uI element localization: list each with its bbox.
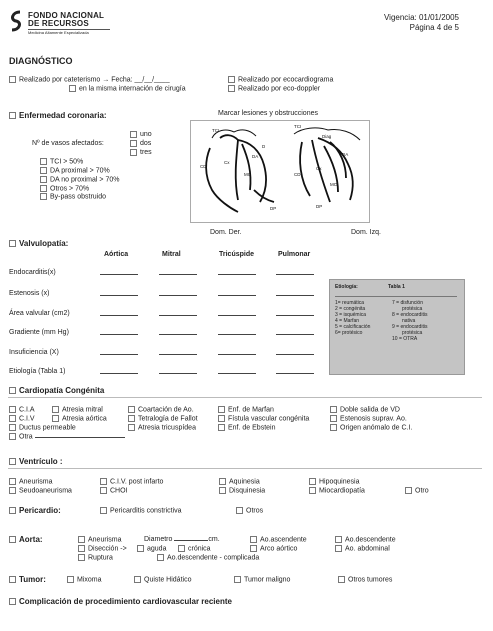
ao-abd-checkbox[interactable] bbox=[335, 545, 342, 552]
peri-otros: Otros bbox=[246, 507, 264, 515]
complicacion-label: Complicación de procedimiento cardiovascular reciente bbox=[19, 597, 232, 606]
aorta-ao-desc-comp: Ao.descendente - complicada bbox=[167, 554, 260, 562]
col-aortica: Aórtica bbox=[104, 251, 129, 258]
lesion-bypass: By-pass obstruido bbox=[50, 193, 107, 201]
marcar-lesiones-label: Marcar lesiones y obstrucciones bbox=[218, 110, 318, 117]
etio-5: 5 = calcificación bbox=[335, 324, 371, 330]
cong-ebstein: Enf. de Ebstein bbox=[228, 424, 276, 432]
pagina: Página 4 de 5 bbox=[409, 23, 459, 32]
aorta-aneurisma: Aneurisma bbox=[88, 536, 122, 544]
disquinesia-checkbox[interactable] bbox=[219, 487, 226, 494]
hipoquinesia-checkbox[interactable] bbox=[309, 478, 316, 485]
otro-v-checkbox[interactable] bbox=[405, 487, 412, 494]
tumor-maligno-checkbox[interactable] bbox=[234, 576, 241, 583]
ao-asc-checkbox[interactable] bbox=[250, 536, 257, 543]
diseccion-checkbox[interactable] bbox=[78, 545, 85, 552]
tumor-label: Tumor: bbox=[19, 575, 46, 584]
otros-tumores-checkbox[interactable] bbox=[338, 576, 345, 583]
da-proximal-checkbox[interactable] bbox=[40, 167, 47, 174]
cateterismo-checkbox[interactable] bbox=[9, 76, 16, 83]
miocardiopatia-checkbox[interactable] bbox=[309, 487, 316, 494]
atresia-aortica-checkbox[interactable] bbox=[52, 415, 59, 422]
vent-hipoquinesia: Hipoquinesia bbox=[319, 478, 360, 486]
civ-post-checkbox[interactable] bbox=[100, 478, 107, 485]
etio-9: 9 = endocarditis bbox=[392, 324, 428, 330]
misma-internacion-label: en la misma internación de cirugía bbox=[79, 85, 186, 93]
origen-anomalo-checkbox[interactable] bbox=[330, 424, 337, 431]
marfan-checkbox[interactable] bbox=[218, 406, 225, 413]
atresia-mitral-checkbox[interactable] bbox=[52, 406, 59, 413]
row-endocarditis: Endocarditis(x) bbox=[9, 269, 56, 276]
diag-left-cd: CD bbox=[200, 164, 207, 169]
tumor-quiste: Quiste Hidático bbox=[144, 576, 192, 584]
cong-coartacion: Coartación de Ao. bbox=[138, 406, 194, 414]
vent-otro: Otro bbox=[415, 487, 429, 495]
coronaria-label: Enfermedad coronaria: bbox=[19, 111, 107, 120]
mixoma-checkbox[interactable] bbox=[67, 576, 74, 583]
etio-10: 10 = OTRA bbox=[392, 336, 418, 342]
fnr-logo-icon bbox=[8, 10, 24, 32]
diag-right-cx: Cx bbox=[316, 166, 322, 171]
etio-1: 1= reumática bbox=[335, 300, 365, 306]
aneurisma-a-checkbox[interactable] bbox=[78, 536, 85, 543]
diametro-field[interactable] bbox=[174, 540, 208, 541]
lesion-da-proximal: DA proximal > 70% bbox=[50, 167, 110, 175]
complicacion-checkbox[interactable] bbox=[9, 598, 16, 605]
aneurisma-v-checkbox[interactable] bbox=[9, 478, 16, 485]
tumor-otros: Otros tumores bbox=[348, 576, 393, 584]
tci-checkbox[interactable] bbox=[40, 158, 47, 165]
vasos-dos-checkbox[interactable] bbox=[130, 140, 137, 147]
vasos-label: Nº de vasos afectados: bbox=[32, 140, 104, 147]
aorta-ao-abd: Ao. abdominal bbox=[345, 545, 390, 553]
cong-doble-salida: Doble salida de VD bbox=[340, 406, 400, 414]
cong-fallot: Tetralogía de Fallot bbox=[138, 415, 198, 423]
diag-left-tci: TCI bbox=[212, 128, 220, 133]
etio-3: 3 = isquémica bbox=[335, 312, 366, 318]
aorta-checkbox[interactable] bbox=[9, 536, 16, 543]
etiologia-title: Etiología: bbox=[335, 284, 358, 290]
cronica-checkbox[interactable] bbox=[178, 545, 185, 552]
logo-line1: FONDO NACIONAL bbox=[28, 11, 105, 20]
diag-left-d: D bbox=[262, 144, 266, 149]
doble-salida-checkbox[interactable] bbox=[330, 406, 337, 413]
page-title: DIAGNÓSTICO bbox=[9, 56, 73, 66]
vasos-uno-checkbox[interactable] bbox=[130, 131, 137, 138]
vasos-tres: tres bbox=[140, 149, 152, 156]
ruptura-checkbox[interactable] bbox=[78, 554, 85, 561]
row-area: Área valvular (cm2) bbox=[9, 310, 70, 317]
row-gradiente: Gradiente (mm Hg) bbox=[9, 329, 69, 336]
pericardio-checkbox[interactable] bbox=[9, 507, 16, 514]
diag-right-cd: CD bbox=[294, 172, 301, 177]
peri-constrictiva: Pericarditis constrictiva bbox=[110, 507, 182, 515]
aorta-diseccion: Disección -> bbox=[88, 545, 127, 553]
ventriculo-checkbox[interactable] bbox=[9, 458, 16, 465]
quiste-checkbox[interactable] bbox=[134, 576, 141, 583]
seudoaneurisma-checkbox[interactable] bbox=[9, 487, 16, 494]
etio-4: 4 = Marfan bbox=[335, 318, 360, 324]
diag-left-da: DA bbox=[252, 154, 259, 159]
logo-tagline: Medicina Altamente Especializada bbox=[28, 30, 89, 35]
aorta-ruptura: Ruptura bbox=[88, 554, 113, 562]
diag-right-diag: Diag bbox=[322, 134, 332, 139]
otra-field[interactable] bbox=[35, 437, 125, 438]
aguda-checkbox[interactable] bbox=[137, 545, 144, 552]
etiologia-table-label: Tabla 1 bbox=[388, 284, 405, 290]
vasos-tres-checkbox[interactable] bbox=[130, 149, 137, 156]
peri-otros-checkbox[interactable] bbox=[236, 507, 243, 514]
col-tricuspide: Tricúspide bbox=[219, 251, 255, 258]
otros-checkbox[interactable] bbox=[40, 185, 47, 192]
logo-line2: DE RECURSOS bbox=[28, 19, 89, 28]
otra-checkbox[interactable] bbox=[9, 433, 16, 440]
ebstein-checkbox[interactable] bbox=[218, 424, 225, 431]
row-insuficiencia: Insuficiencia (X) bbox=[9, 349, 59, 356]
etio-8b: nativa bbox=[402, 318, 416, 324]
ecodoppler-checkbox[interactable] bbox=[228, 85, 235, 92]
congenita-checkbox[interactable] bbox=[9, 387, 16, 394]
diag-left-dp: DP bbox=[270, 206, 277, 211]
pericarditis-checkbox[interactable] bbox=[100, 507, 107, 514]
etio-6: 6= protésico bbox=[335, 330, 363, 336]
ecocardiograma-checkbox[interactable] bbox=[228, 76, 235, 83]
vigencia: Vigencia: 01/01/2005 bbox=[383, 13, 459, 22]
etio-7: 7 = disfunción bbox=[392, 300, 423, 306]
lesion-tci: TCI > 50% bbox=[50, 158, 84, 166]
ao-desc-comp-checkbox[interactable] bbox=[157, 554, 164, 561]
aorta-aguda: aguda bbox=[147, 545, 167, 553]
ecocardiograma-label: Realizado por ecocardiograma bbox=[238, 76, 334, 84]
valvulopatia-checkbox[interactable] bbox=[9, 240, 16, 247]
aorta-ao-desc: Ao.descendente bbox=[345, 536, 396, 544]
vent-disquinesia: Disquinesia bbox=[229, 487, 266, 495]
cong-atresia-aortica: Atresia aórtica bbox=[62, 415, 107, 423]
cong-cia: C.I.A bbox=[19, 406, 35, 414]
ao-desc-checkbox[interactable] bbox=[335, 536, 342, 543]
dom-der-label: Dom. Der. bbox=[210, 229, 242, 236]
cong-fistula: Fístula vascular congénita bbox=[228, 415, 310, 423]
cong-atresia-tric: Atresia tricuspídea bbox=[138, 424, 196, 432]
aorta-cm: cm. bbox=[208, 536, 220, 543]
aorta-arco: Arco aórtico bbox=[260, 545, 298, 553]
atresia-tricuspidea-checkbox[interactable] bbox=[128, 424, 135, 431]
diag-right-da: DA bbox=[342, 152, 349, 157]
aorta-diametro: Diametro bbox=[144, 536, 173, 543]
cong-origen-anomalo: Origen anómalo de C.I. bbox=[340, 424, 413, 432]
tumor-mixoma: Mixoma bbox=[77, 576, 102, 584]
cong-civ: C.I.V bbox=[19, 415, 35, 423]
coartacion-checkbox[interactable] bbox=[128, 406, 135, 413]
civ-checkbox[interactable] bbox=[9, 415, 16, 422]
choi-checkbox[interactable] bbox=[100, 487, 107, 494]
vent-seudoaneurisma: Seudoaneurisma bbox=[19, 487, 72, 495]
valvulopatia-label: Valvulopatía: bbox=[19, 239, 69, 248]
aorta-ao-asc: Ao.ascendente bbox=[260, 536, 307, 544]
vent-aquinesia: Aquinesia bbox=[229, 478, 260, 486]
etio-8: 8 = endocarditis bbox=[392, 312, 428, 318]
aorta-label: Aorta: bbox=[19, 535, 43, 544]
row-etiologia: Etiología (Tabla 1) bbox=[9, 368, 66, 375]
estenosis-suprav-checkbox[interactable] bbox=[330, 415, 337, 422]
cong-otra: Otra bbox=[19, 432, 33, 440]
vent-civ-post: C.I.V. post infarto bbox=[110, 478, 164, 486]
vent-miocardiopatia: Miocardiopatía bbox=[319, 487, 365, 495]
diag-left-cx: Cx bbox=[224, 160, 230, 165]
etiologia-table bbox=[329, 279, 465, 375]
etio-7b: protésica bbox=[402, 306, 423, 312]
vasos-dos: dos bbox=[140, 140, 152, 147]
etio-9b: protésica bbox=[402, 330, 423, 336]
cong-estenosis-suprav: Estenosis suprav. Ao. bbox=[340, 415, 407, 423]
lesion-da-no-proximal: DA no proximal > 70% bbox=[50, 176, 120, 184]
diag-right-dp: DP bbox=[316, 204, 323, 209]
coronary-diagram[interactable] bbox=[190, 120, 370, 223]
congenita-label: Cardiopatía Congénita bbox=[19, 386, 105, 395]
diag-right-tci: TCI bbox=[294, 124, 302, 129]
lesion-otros: Otros > 70% bbox=[50, 184, 90, 192]
aorta-cronica: crónica bbox=[188, 545, 211, 553]
ecodoppler-label: Realizado por eco-doppler bbox=[238, 85, 321, 93]
tumor-checkbox[interactable] bbox=[9, 576, 16, 583]
tumor-maligno: Tumor maligno bbox=[244, 576, 291, 584]
dom-izq-label: Dom. Izq. bbox=[351, 229, 381, 236]
pericardio-label: Pericardio: bbox=[19, 506, 61, 515]
da-no-proximal-checkbox[interactable] bbox=[40, 176, 47, 183]
diag-right-mo: MO bbox=[330, 182, 338, 187]
cia-checkbox[interactable] bbox=[9, 406, 16, 413]
cong-marfan: Enf. de Marfan bbox=[228, 406, 274, 414]
aquinesia-checkbox[interactable] bbox=[219, 478, 226, 485]
row-estenosis: Estenosis (x) bbox=[9, 290, 50, 297]
etio-2: 2 = congénita bbox=[335, 306, 366, 312]
fistula-checkbox[interactable] bbox=[218, 415, 225, 422]
ventriculo-label: Ventrículo : bbox=[19, 457, 63, 466]
col-pulmonar: Pulmonar bbox=[278, 251, 311, 258]
vent-choi: CHOI bbox=[110, 487, 128, 495]
bypass-checkbox[interactable] bbox=[40, 193, 47, 200]
cong-atresia-mitral: Atresia mitral bbox=[62, 406, 103, 414]
coronaria-checkbox[interactable] bbox=[9, 112, 16, 119]
fallot-checkbox[interactable] bbox=[128, 415, 135, 422]
diag-left-mo: MO bbox=[244, 172, 252, 177]
ductus-checkbox[interactable] bbox=[9, 424, 16, 431]
col-mitral: Mitral bbox=[162, 251, 181, 258]
arco-checkbox[interactable] bbox=[250, 545, 257, 552]
misma-internacion-checkbox[interactable] bbox=[69, 85, 76, 92]
vasos-uno: uno bbox=[140, 131, 152, 138]
vent-aneurisma: Aneurisma bbox=[19, 478, 53, 486]
cong-ductus: Ductus permeable bbox=[19, 424, 76, 432]
cateterismo-label: Realizado por cateterismo → Fecha: __/__/____ bbox=[19, 76, 170, 84]
